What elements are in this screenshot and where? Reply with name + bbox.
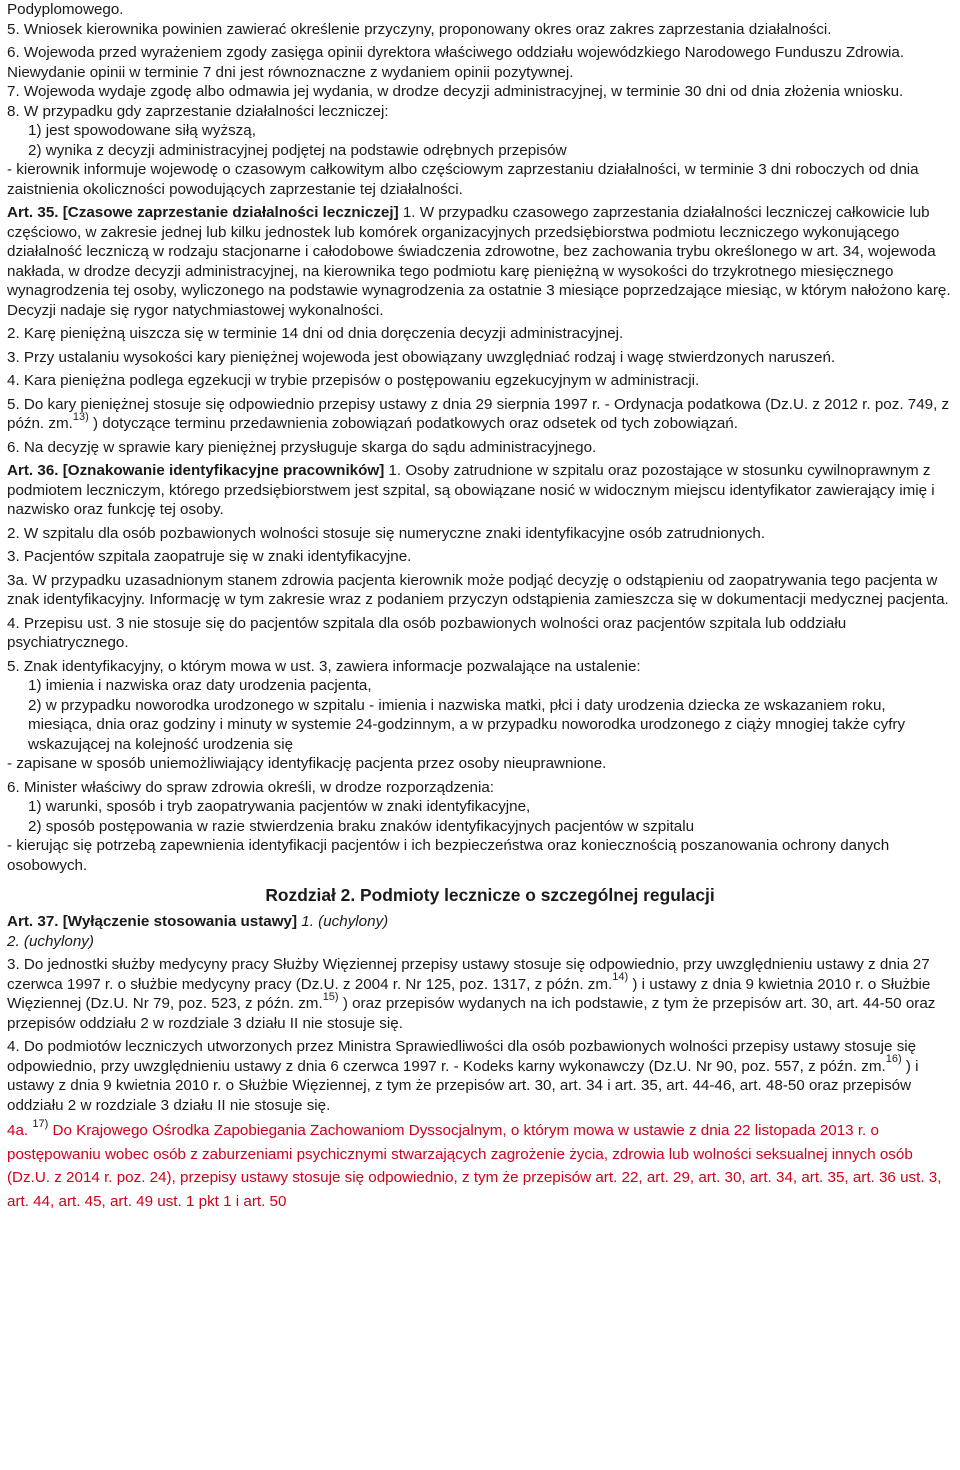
chapter-title: Rozdział 2. Podmioty lecznicze o szczególnej regulacji [265, 885, 715, 905]
list-item: 1) jest spowodowane siłą wyższą, [28, 122, 256, 139]
paragraph: - kierując się potrzebą zapewnienia identyfikacji pacjentów i ich bezpieczeństwa oraz koniecznością poszanowania ochrony danych osobowych. [7, 837, 890, 874]
paragraph: 1. Osoby zatrudnione w szpitalu oraz pozostające w stosunku cywilnoprawnym z podmiotem leczniczym, którego przedsiębiorstwem jest szpital, są obowiązane nosić w widocznym miejscu identyfikator zawierający imię i nazwisko oraz funkcję tej osoby. [7, 462, 935, 518]
footnote-ref[interactable]: 17) [32, 1117, 49, 1130]
article-37 [7, 912, 953, 932]
text-segment: ) i ustawy z dnia 9 kwietnia 2010 r. o Służbie Więziennej (Dz.U. Nr 79, poz. 523, z późn. zm. [7, 975, 931, 1012]
list-item: 1) warunki, sposób i tryb zaopatrywania pacjentów w znaki identyfikacyjne, [28, 798, 531, 815]
article-35 [7, 203, 953, 320]
paragraph: 4. Przepisu ust. 3 nie stosuje się do pacjentów szpitala dla osób pozbawionych wolności oraz pacjentów szpitala lub oddziału psychiatrycznego. [7, 614, 847, 651]
paragraph: 7. Wojewoda wydaje zgodę albo odmawia jej wydania, w drodze decyzji administracyjnej, w terminie 30 dni od dnia złożenia wniosku. [7, 83, 904, 100]
footnote-ref[interactable]: 16) [885, 1053, 902, 1066]
text-segment: 3. Do jednostki służby medycyny pracy Służby Więziennej przepisy ustawy stosuje się odpowiednio, przy uwzględnieniu ustawy z dnia 27 czerwca 1997 r. o służbie medycyny pracy (Dz.U. z 2004 r. Nr 125, poz. 1317, z późn. zm. [7, 956, 930, 993]
paragraph: 1. W przypadku czasowego zaprzestania działalności leczniczej całkowicie lub częściowo, w zakresie jednej lub kilku jednostek lub komórek organizacyjnych przedsiębiorstwa podmiotu leczniczego wykonującego działalność leczniczą w rodzaju stacjonarne i całodobowe świadczenia zdrowotne, bez zachowania trybu określonego w art. 34, wojewoda nakłada, w drodze decyzji administracyjnej, na kierownika tego podmiotu karę pieniężną w wysokości do trzykrotnego miesięcznego wynagrodzenia tej osoby, wyliczonego na podstawie wynagrodzenia za ostatnie 3 miesiące poprzedzające miesiąc, w którym nałożono karę. Decyzji nadaje się rygor natychmiastowej wykonalności. [7, 204, 951, 319]
paragraph: - kierownik informuje wojewodę o czasowym całkowitym albo częściowym zaprzestaniu działalności, w terminie 3 dni roboczych od dnia zaistnienia okoliczności powodujących zaprzestanie tej działalności. [7, 161, 919, 198]
paragraph: 6. Wojewoda przed wyrażeniem zgody zasięga opinii dyrektora właściwego oddziału wojewódzkiego Narodowego Funduszu Zdrowia. Niewydanie opinii w terminie 7 dni jest równoznaczne z wydaniem opinii pozytywnej. [7, 44, 905, 81]
paragraph: 1. (uchylony) [297, 913, 389, 930]
amended-paragraph [7, 1119, 953, 1213]
paragraph: 2. W szpitalu dla osób pozbawionych wolności stosuje się numeryczne znaki identyfikacyjne osób zatrudnionych. [7, 524, 766, 542]
paragraph: 2. Karę pieniężną uiszcza się w terminie 14 dni od dnia doręczenia decyzji administracyjnej. [7, 325, 624, 342]
article-36 [7, 461, 953, 520]
paragraph [7, 395, 953, 434]
text-line: Podyplomowego. [7, 1, 124, 18]
amended-text: Do Krajowego Ośrodka Zapobiegania Zachowaniom Dyssocjalnym, o którym mowa w ustawie z dnia 22 listopada 2013 r. o postępowaniu wobec osób z zaburzeniami psychicznymi stwarzających zagrożenie życia, zdrowia lub wolności seksualnej innych osób (Dz.U. z 2014 r. poz. 24), przepisy ustawy stosuje się odpowiednio, z tym że przepisów art. 22, art. 29, art. 30, art. 34, art. 35, art. 36 ust. 3, art. 44, art. 45, art. 49 ust. 1 pkt 1 i art. 50 [7, 1122, 942, 1210]
list-item: 2) wynika z decyzji administracyjnej podjętej na podstawie odrębnych przepisów [28, 141, 567, 159]
footnote-ref[interactable]: 13) [72, 410, 89, 423]
paragraph: 4. Kara pieniężna podlega egzekucji w trybie przepisów o postępowaniu egzekucyjnym w administracji. [7, 372, 700, 389]
footnote-ref[interactable]: 14) [612, 971, 629, 984]
article-heading: Art. 35. [Czasowe zaprzestanie działalności leczniczej] [7, 204, 399, 221]
paragraph [7, 955, 953, 1033]
list-item: 2) sposób postępowania w razie stwierdzenia braku znaków identyfikacyjnych pacjentów w szpitalu [28, 817, 695, 835]
paragraph [7, 1037, 953, 1115]
paragraph: 5. Znak identyfikacyjny, o którym mowa w ust. 3, zawiera informacje pozwalające na ustalenie: [7, 657, 641, 675]
paragraph: - zapisane w sposób uniemożliwiający identyfikację pacjenta przez osoby nieuprawnione. [7, 755, 607, 772]
paragraph: 5. Wniosek kierownika powinien zawierać określenie przyczyny, proponowany okres oraz zakres zaprzestania działalności. [7, 20, 832, 38]
article-heading: Art. 36. [Oznakowanie identyfikacyjne pracowników] [7, 462, 385, 479]
paragraph: 8. W przypadku gdy zaprzestanie działalności leczniczej: [7, 102, 389, 120]
paragraph: 6. Minister właściwy do spraw zdrowia określi, w drodze rozporządzenia: [7, 778, 495, 796]
list-item: 2) w przypadku noworodka urodzonego w szpitalu - imienia i nazwiska matki, płci i daty urodzenia dziecka ze wskazaniem roku, miesiąca, dnia oraz godziny i minuty w systemie 24-godzinnym, a w przypadku noworodka urodzonego z ciąży mnogiej także cyfry wskazującej na kolejność urodzenia się [28, 696, 906, 753]
article-heading: Art. 37. [Wyłączenie stosowania ustawy] [7, 913, 298, 930]
paragraph: 3. Pacjentów szpitala zaopatruje się w znaki identyfikacyjne. [7, 548, 412, 565]
list-item: 1) imienia i nazwiska oraz daty urodzenia pacjenta, [28, 677, 372, 694]
paragraph: 3. Przy ustalaniu wysokości kary pieniężnej wojewoda jest obowiązany uwzględniać rodzaj i wagę stwierdzonych naruszeń. [7, 348, 836, 366]
paragraph-number: 4a. [7, 1122, 29, 1139]
footnote-ref[interactable]: 15) [322, 990, 339, 1003]
text-segment: 5. Do kary pieniężnej stosuje się odpowiednio przepisy ustawy z dnia 29 sierpnia 1997 r. - Ordynacja podatkowa (Dz.U. z 2012 r. poz. 749, z późn. zm. [7, 395, 950, 432]
paragraph: 2. (uchylony) [7, 932, 94, 950]
text-segment: ) oraz przepisów wydanych na ich podstawie, z tym że przepisów art. 30, art. 44-50 oraz przepisów oddziału 2 w rozdziale 3 działu II nie stosuje się. [7, 995, 936, 1032]
paragraph: 6. Na decyzję w sprawie kary pieniężnej przysługuje skarga do sądu administracyjnego. [7, 438, 597, 456]
text-segment: 4. Do podmiotów leczniczych utworzonych przez Ministra Sprawiedliwości dla osób pozbawionych wolności przepisy ustawy stosuje się odpowiednio, przy uwzględnieniu ustawy z dnia 6 czerwca 1997 r. - Kodeks karny wykonawczy (Dz.U. Nr 90, poz. 557, z późn. zm. [7, 1038, 917, 1075]
text-segment: ) dotyczące terminu przedawnienia zobowiązań podatkowych oraz odsetek od tych zobowiązań. [88, 415, 738, 432]
paragraph: 3a. W przypadku uzasadnionym stanem zdrowia pacjenta kierownik może podjąć decyzję o odstąpieniu od zaopatrywania tego pacjenta w znak identyfikacyjny. Informację w tym zakresie wraz z podaniem przyczyn odstąpienia zamieszcza się w dokumentacji medycznej pacjenta. [7, 571, 949, 608]
text-segment: ) i ustawy z dnia 9 kwietnia 2010 r. o Służbie Więziennej, z tym że przepisów art. 30, art. 34 i art. 35, art. 44-46, art. 48-50 oraz przepisów oddziału 2 w rozdziale 3 działu II nie stosuje się. [7, 1057, 919, 1114]
